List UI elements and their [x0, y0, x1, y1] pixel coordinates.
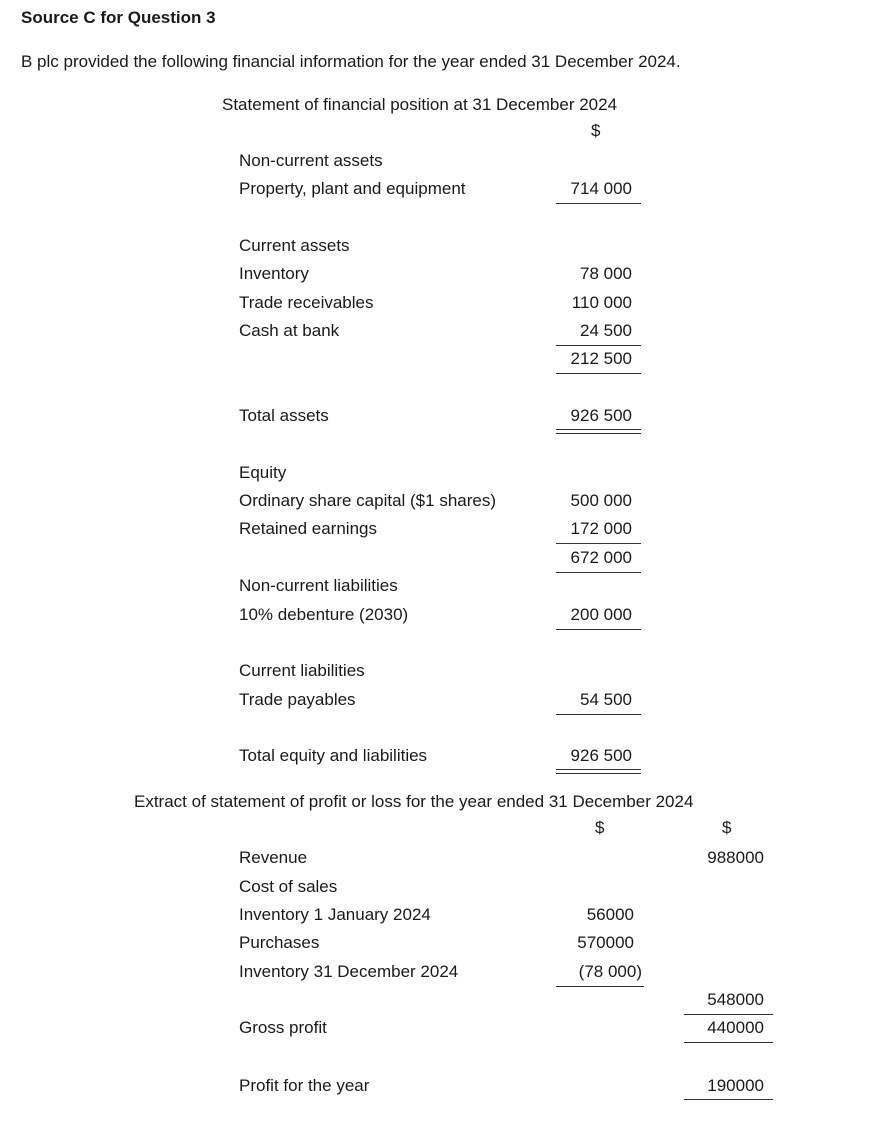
revenue-value: 988000: [707, 848, 764, 867]
opening-inventory-label: Inventory 1 January 2024: [239, 905, 431, 924]
rule: [684, 1099, 773, 1100]
ppe-value: 714 000: [570, 179, 632, 198]
total-equity-liabilities-label: Total equity and liabilities: [239, 746, 428, 765]
trade-payables-label: Trade payables: [239, 690, 356, 709]
current-assets-label: Current assets: [239, 236, 350, 255]
pl-title: Extract of statement of profit or loss for the year ended 31 December 2024: [134, 792, 694, 811]
revenue-label: Revenue: [239, 848, 308, 867]
rule: [556, 373, 641, 374]
trade-receivables-value: 110 000: [571, 293, 632, 312]
ppe-label: Property, plant and equipment: [239, 179, 466, 198]
rule: [556, 986, 644, 987]
total-assets-label: Total assets: [239, 406, 329, 425]
pl-currency-col1: $: [595, 818, 605, 837]
trade-receivables-label: Trade receivables: [239, 293, 374, 312]
purchases-value: 570000: [577, 933, 634, 952]
cost-of-sales-total: 548000: [707, 990, 764, 1009]
double-rule: [556, 429, 641, 434]
closing-inventory-value: (78 000): [578, 962, 642, 981]
non-current-liabilities-label: Non-current liabilities: [239, 576, 398, 595]
trade-payables-value: 54 500: [580, 690, 632, 709]
cash-at-bank-label: Cash at bank: [239, 321, 340, 340]
page-heading: Source C for Question 3: [21, 8, 216, 27]
pl-currency-col2: $: [722, 818, 732, 837]
rule: [684, 1042, 773, 1043]
share-capital-label: Ordinary share capital ($1 shares): [239, 491, 497, 510]
total-equity-liabilities-value: 926 500: [570, 746, 632, 765]
gross-profit-value: 440000: [707, 1018, 764, 1037]
gross-profit-label: Gross profit: [239, 1018, 327, 1037]
intro-text: B plc provided the following financial information for the year ended 31 December 2024.: [21, 52, 681, 71]
closing-inventory-label: Inventory 31 December 2024: [239, 962, 459, 981]
rule: [556, 629, 641, 630]
retained-earnings-value: 172 000: [570, 519, 632, 538]
rule: [684, 1014, 773, 1015]
current-liabilities-label: Current liabilities: [239, 661, 365, 680]
purchases-label: Purchases: [239, 933, 320, 952]
profit-for-year-label: Profit for the year: [239, 1076, 370, 1095]
debenture-label: 10% debenture (2030): [239, 605, 409, 624]
cash-at-bank-value: 24 500: [580, 321, 632, 340]
equity-label: Equity: [239, 463, 287, 482]
share-capital-value: 500 000: [570, 491, 632, 510]
rule: [556, 345, 641, 346]
inventory-label: Inventory: [239, 264, 309, 283]
non-current-assets-label: Non-current assets: [239, 151, 383, 170]
cost-of-sales-label: Cost of sales: [239, 877, 338, 896]
rule: [556, 543, 641, 544]
sofp-currency-header: $: [591, 121, 601, 140]
opening-inventory-value: 56000: [586, 905, 634, 924]
profit-for-year-value: 190000: [707, 1076, 764, 1095]
inventory-value: 78 000: [580, 264, 632, 283]
total-assets-value: 926 500: [570, 406, 632, 425]
sofp-title: Statement of financial position at 31 December 2024: [222, 95, 618, 114]
equity-subtotal: 672 000: [570, 548, 632, 567]
double-rule: [556, 769, 641, 774]
debenture-value: 200 000: [570, 605, 632, 624]
rule: [556, 203, 641, 204]
rule: [556, 714, 641, 715]
current-assets-subtotal: 212 500: [570, 349, 632, 368]
rule: [556, 572, 641, 573]
retained-earnings-label: Retained earnings: [239, 519, 377, 538]
